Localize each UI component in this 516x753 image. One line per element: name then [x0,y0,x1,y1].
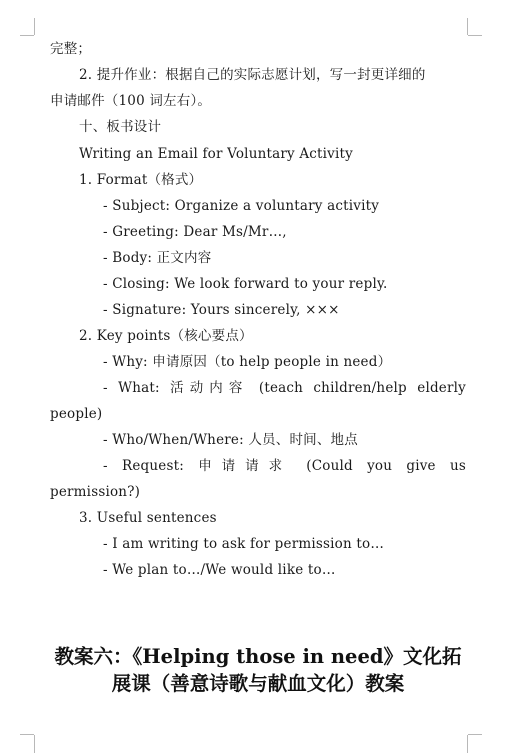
lesson-plan-title: 展课（善意诗歌与献血文化）教案 [111,672,405,695]
crop-mark-top-right-v [467,18,468,35]
crop-mark-bottom-right-h [468,734,482,735]
crop-mark-top-right-h [468,35,482,36]
text-line: - What: 活动内容 (teach children/help elderly [103,380,466,396]
crop-mark-bottom-left-h [20,734,34,735]
text-line: - Why: 申请原因（to help people in need） [103,354,392,370]
text-line: 1. Format（格式） [79,172,203,188]
text-line: 3. Useful sentences [79,510,217,526]
text-line: - We plan to…/We would like to… [103,562,336,578]
text-line: 2. 提升作业：根据自己的实际志愿计划，写一封更详细的 [79,67,426,83]
text-line: - Greeting: Dear Ms/Mr…, [103,224,287,240]
crop-mark-bottom-right-v [467,735,468,753]
text-line: 申请邮件（100 词左右）。 [50,93,212,109]
section-heading: 十、板书设计 [79,119,162,135]
text-line: permission?) [50,484,141,500]
crop-mark-top-left-v [34,18,35,35]
text-line: - Closing: We look forward to your reply. [103,276,388,292]
text-line: 完整； [50,41,92,57]
lesson-plan-title: 教案六：《Helping those in need》文化拓 [54,645,462,668]
text-line: people) [50,406,103,422]
crop-mark-top-left-h [20,35,34,36]
text-line: - Body: 正文内容 [103,250,212,266]
crop-mark-bottom-left-v [34,735,35,753]
text-line: - Signature: Yours sincerely, ××× [103,302,340,318]
text-line: - Subject: Organize a voluntary activity [103,198,380,214]
text-line: - I am writing to ask for permission to… [103,536,385,552]
board-title: Writing an Email for Voluntary Activity [79,146,353,162]
text-line: - Request: 申请请求 (Could you give us [103,458,466,474]
text-line: - Who/When/Where: 人员、时间、地点 [103,432,358,448]
text-line: 2. Key points（核心要点） [79,328,253,344]
